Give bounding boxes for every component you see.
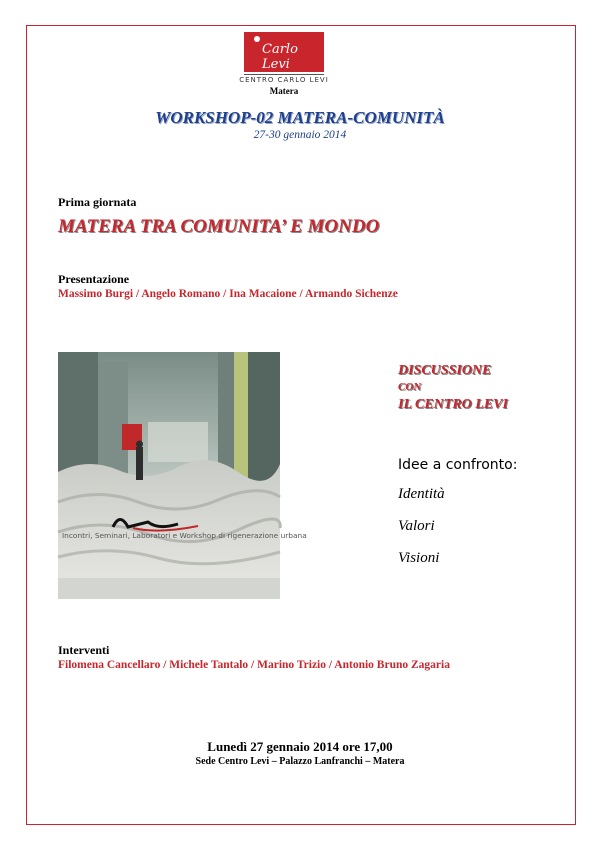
event-date-time: Lunedì 27 gennaio 2014 ore 17,00 [207, 739, 393, 754]
event-image [58, 352, 307, 599]
discussion-line3: IL CENTRO LEVI [398, 397, 508, 412]
image-caption: Incontri, Seminari, Laboratori e Workshop di rigenerazione urbana [62, 531, 307, 540]
logo-dot-icon [254, 36, 260, 42]
presentation-label: Presentazione [58, 272, 130, 286]
discussion-block [398, 362, 508, 413]
event-location: Sede Centro Levi – Palazzo Lanfranchi – Matera [195, 756, 405, 767]
logo-name: CENTRO CARLO LEVI [239, 76, 329, 84]
discussion-line2: CON [398, 381, 422, 393]
idea-item: Valori [398, 518, 435, 534]
interventions-label: Interventi [58, 643, 110, 657]
logo-signature: Carlo Levi [262, 42, 298, 72]
idea-item: Visioni [398, 550, 440, 566]
presentation-names: Massimo Burgi / Angelo Romano / Ina Macaione / Armando Sichenze [58, 288, 398, 300]
idea-item: Identità [398, 486, 445, 502]
day-title: MATERA TRA COMUNITA’ E MONDO [58, 216, 380, 237]
workshop-title: WORKSHOP-02 MATERA-COMUNITÀ [155, 108, 445, 127]
interventions-names: Filomena Cancellaro / Michele Tantalo / Marino Trizio / Antonio Bruno Zagaria [58, 659, 450, 671]
workshop-dates: 27-30 gennaio 2014 [253, 129, 347, 141]
logo-city: Matera [269, 86, 299, 96]
event-image-art [58, 352, 307, 599]
day-label: Prima giornata [58, 195, 137, 209]
logo-divider [244, 74, 324, 75]
ideas-heading: Idee a confronto: [398, 457, 518, 473]
discussion-line1: DISCUSSIONE [398, 363, 492, 378]
